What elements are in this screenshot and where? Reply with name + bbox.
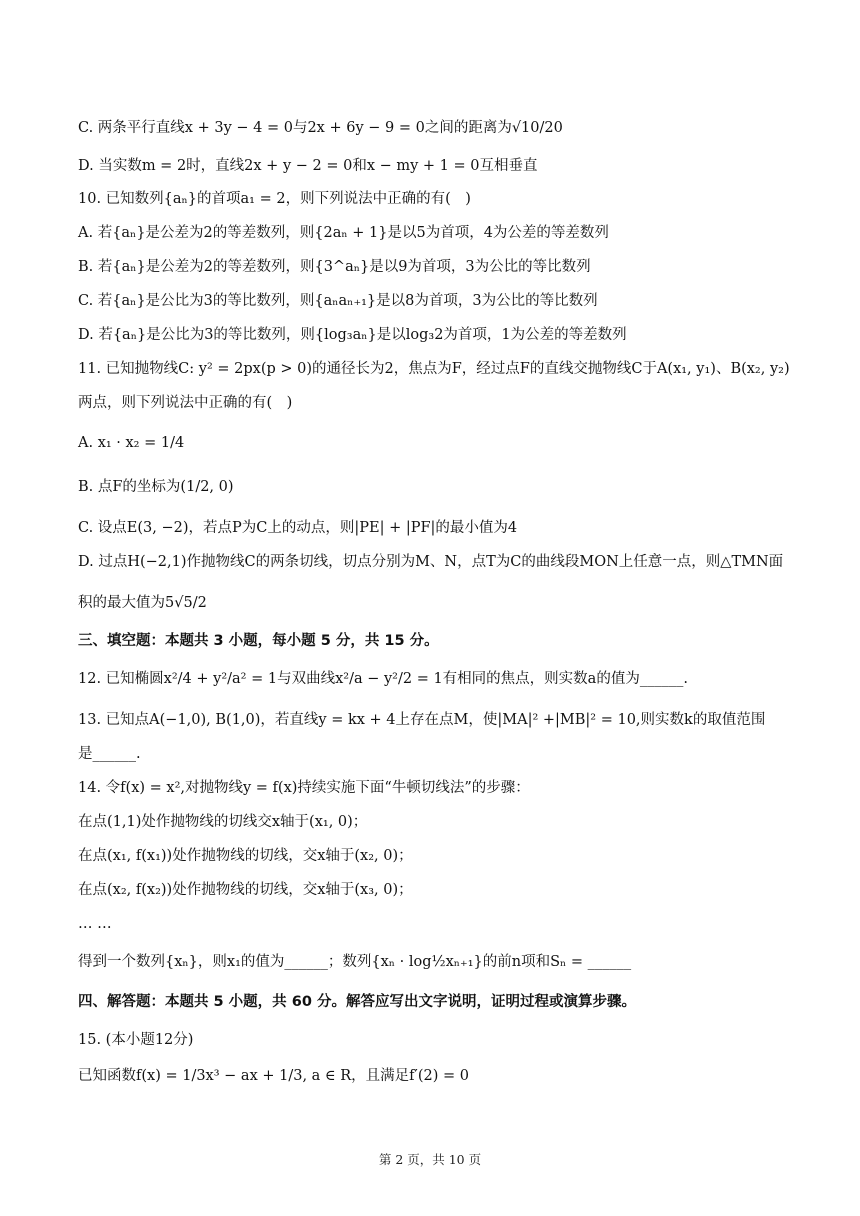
question-11: 11. 已知抛物线C: y² = 2px(p > 0)的通径长为2，焦点为F，经过点F的直线交抛物线C于A(x₁, y₁)、B(x₂, y₂) [78,361,790,377]
option-9d: D. 当实数m = 2时，直线2x + y − 2 = 0和x − my + 1 = 0互相垂直 [78,158,538,174]
question-14-step2: 在点(x₁, f(x₁))处作抛物线的切线，交x轴于(x₂, 0)； [78,848,413,864]
question-14-step1: 在点(1,1)处作抛物线的切线交x轴于(x₁, 0)； [78,814,368,830]
question-14-ellipsis: … … [78,916,112,932]
option-10b: B. 若{aₙ}是公差为2的等差数列，则{3^aₙ}是以9为首项，3为公比的等比数列 [78,259,591,275]
question-10: 10. 已知数列{aₙ}的首项a₁ = 2，则下列说法中正确的有( ) [78,191,471,207]
section-fill-in: 三、填空题：本题共 3 小题，每小题 5 分，共 15 分。 [78,633,439,649]
option-11a: A. x₁ · x₂ = 1/4 [78,435,185,451]
question-12: 12. 已知椭圆x²/4 + y²/a² = 1与双曲线x²/a − y²/2 = 1有相同的焦点，则实数a的值为______. [78,671,688,687]
option-11b: B. 点F的坐标为(1/2, 0) [78,479,234,495]
option-11c: C. 设点E(3, −2)，若点P为C上的动点，则|PE| + |PF|的最小值为4 [78,520,518,536]
option-9c: C. 两条平行直线x + 3y − 4 = 0与2x + 6y − 9 = 0之间的距离为√10/20 [78,120,563,136]
question-15: 15. (本小题12分) [78,1032,194,1048]
question-13: 13. 已知点A(−1,0), B(1,0)，若直线y = kx + 4上存在点M，使|MA|² +|MB|² = 10,则实数k的取值范围 [78,712,766,728]
option-11d-cont: 积的最大值为5√5/2 [78,595,207,611]
option-10d: D. 若{aₙ}是公比为3的等比数列，则{log₃aₙ}是以log₃2为首项，1为公差的等差数列 [78,327,627,343]
question-13-cont: 是______. [78,746,141,762]
option-10c: C. 若{aₙ}是公比为3的等比数列，则{aₙaₙ₊₁}是以8为首项，3为公比的等比数列 [78,293,598,309]
page-footer: 第 2 页，共 10 页 [378,1152,482,1167]
option-11d: D. 过点H(−2,1)作抛物线C的两条切线，切点分别为M、N，点T为C的曲线段MON上任意一点，则△TMN面 [78,554,784,570]
question-14-step3: 在点(x₂, f(x₂))处作抛物线的切线，交x轴于(x₃, 0)； [78,882,413,898]
question-11-cont: 两点，则下列说法中正确的有( ) [78,395,293,411]
option-10a: A. 若{aₙ}是公差为2的等差数列，则{2aₙ + 1}是以5为首项，4为公差的等差数列 [78,225,609,241]
question-15-body: 已知函数f(x) = 1/3x³ − ax + 1/3, a ∈ R，且满足f′(2) = 0 [78,1068,469,1084]
section-solutions: 四、解答题：本题共 5 小题，共 60 分。解答应写出文字说明，证明过程或演算步骤。 [78,994,636,1010]
question-14-result: 得到一个数列{xₙ}，则x₁的值为______；数列{xₙ · log½xₙ₊₁}的前n项和Sₙ = ______ [78,954,632,970]
question-14: 14. 令f(x) = x²,对抛物线y = f(x)持续实施下面“牛顿切线法”的步骤： [78,780,530,796]
